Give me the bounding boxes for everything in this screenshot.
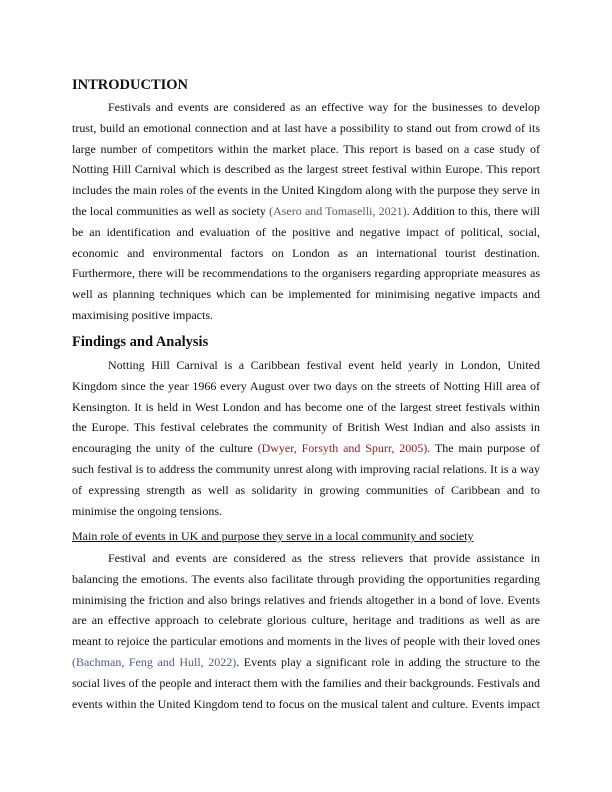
text-line: large number of competitors within the market place. This report is based on a case study of [72,141,540,156]
introduction-paragraph [72,97,540,326]
text-line: events within the United Kingdom tend to focus on the musical talent and culture. Events impact [72,696,540,711]
text-line [72,201,540,222]
text-line: Festival and events are considered as the stress relievers that provide assistance in [108,551,540,565]
text-line: balancing the emotions. The events also facilitate through providing the opportunities regarding [72,571,540,586]
text-line: the Europe. This festival celebrates the community of British West Indian and also assists in [72,420,540,435]
citation: (Bachman, Feng and Hull, 2022) [72,654,237,669]
text-line: minimise the ongoing tensions. [72,503,222,518]
text-line: of expressing strength as well as solidarity in growing communities of Caribbean and to [72,482,540,497]
text-line: includes the main roles of the events in the United Kingdom along with the purpose they serve in [72,183,540,198]
text-line [72,438,540,459]
text-line: minimising the friction and also brings relatives and friends altogether in a bond of love. Events [72,592,540,607]
text-line: are an effective approach to celebrate glorious culture, heritage and traditions as well as are [72,613,540,628]
role-subheading: Main role of events in UK and purpose they serve in a local community and society [72,529,474,543]
text-line: such festival is to address the community unrest along with improving racial relations. It is a way [72,461,540,476]
citation: (Asero and Tomaselli, 2021) [269,203,407,218]
findings-heading: Findings and Analysis [72,334,209,350]
role-paragraph [72,548,540,714]
text-line: maximising positive impacts. [72,307,213,322]
text-line: Notting Hill Carnival which is described as the largest street festival within Europe. This report [72,162,540,177]
text-line: Kingdom since the year 1966 every August over two days on the streets of Notting Hill area of [72,378,540,393]
text-line: be an identification and evaluation of the positive and negative impact of political, social, [72,224,540,239]
text-line: trust, build an emotional connection and at last have a possibility to stand out from crowd of its [72,120,540,135]
text-segment: . Addition to this, there will [406,203,540,218]
text-line [72,652,540,673]
introduction-heading: INTRODUCTION [72,77,189,93]
text-segment: . Events play a significant role in adding the structure to the [236,654,540,669]
text-segment: encouraging the unity of the culture [72,441,258,456]
text-line: meant to rejoice the particular emotions and moments in the lives of people with their loved ones [72,634,540,649]
text-line: economic and environmental factors on London as an international tourist destination. [72,245,540,260]
text-segment: . The main purpose of [427,441,541,456]
citation: (Dwyer, Forsyth and Spurr, 2005) [257,441,428,456]
findings-paragraph [72,355,540,521]
text-line: Kensington. It is held in West London and has become one of the largest street festivals within [72,399,540,414]
text-line: social lives of the people and interact them with the families and their backgrounds. Festivals and [72,675,540,690]
text-line: Notting Hill Carnival is a Caribbean festival event held yearly in London, United [108,358,540,372]
text-line: well as planning techniques which can be implemented for minimising negative impacts and [72,287,540,302]
text-line: Festivals and events are considered as an effective way for the businesses to develop [108,100,540,114]
text-line: Furthermore, there will be recommendations to the organisers regarding appropriate measures as [72,266,540,281]
text-segment: the local communities as well as society [72,203,270,218]
